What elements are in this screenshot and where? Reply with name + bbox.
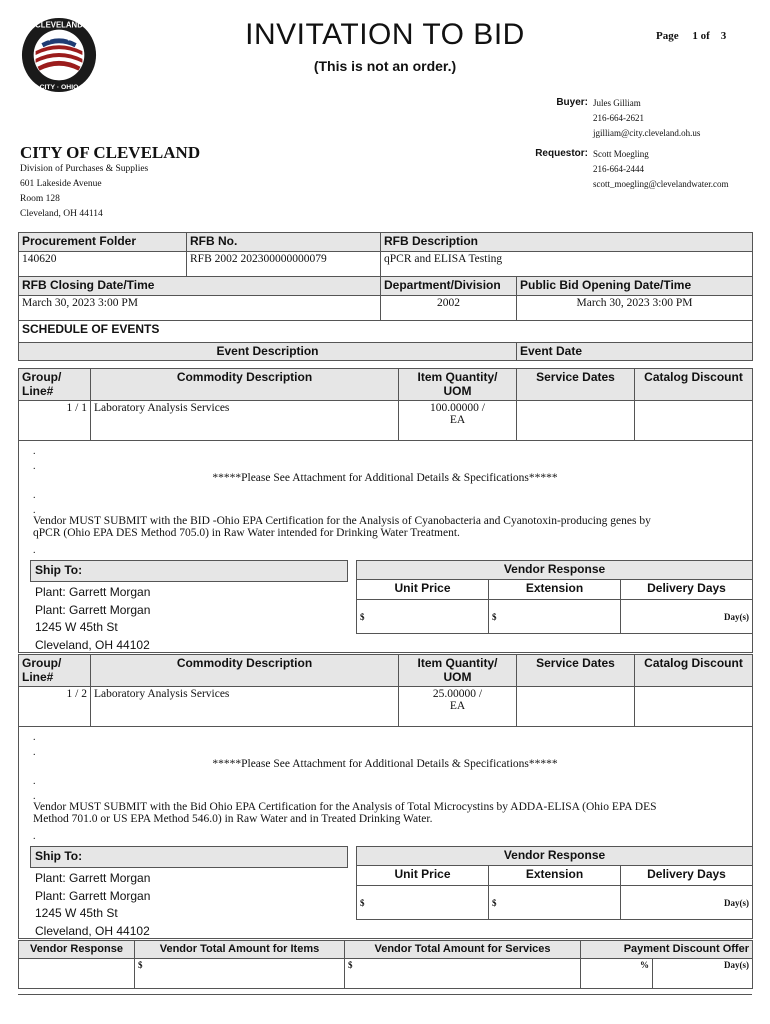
svg-text:CITY · OHIO: CITY · OHIO	[39, 84, 79, 92]
svg-text:CLEVELAND: CLEVELAND	[35, 20, 83, 30]
line-item-table-1	[18, 368, 753, 441]
requestor-email[interactable]: scott_moegling@clevelandwater.com	[593, 179, 729, 189]
requirement-line-1: Vendor MUST SUBMIT with the Bid Ohio EPA Certification for the Analysis of Total Microcystins by ADDA-ELISA (Ohio EPA DES	[33, 801, 657, 813]
ship-to-line: Plant: Garrett Morgan	[35, 602, 151, 617]
attachment-note: *****Please See Attachment for Additional Details & Specifications*****	[212, 472, 558, 484]
rfb-description-value: qPCR and ELISA Testing	[381, 252, 753, 277]
discount-days-input[interactable]: Day(s)	[653, 959, 753, 989]
commodity-header: Commodity Description	[91, 369, 399, 401]
line-number: 1 / 2	[19, 687, 91, 727]
catalog-discount-header: Catalog Discount	[635, 369, 753, 401]
item-quantity	[399, 687, 517, 727]
total-items-input[interactable]: $	[135, 959, 345, 989]
requirement-text	[33, 515, 748, 539]
ship-to-line: Plant: Garrett Morgan	[35, 888, 151, 903]
page-total: 3	[720, 30, 727, 42]
vendor-response-title: Vendor Response	[357, 847, 753, 866]
page-of: of	[700, 30, 710, 42]
requirement-line-1: Vendor MUST SUBMIT with the BID -Ohio EPA Certification for the Analysis of Cyanobacteria and Cyanotoxin-producing genes by	[33, 515, 651, 527]
line-number: 1 / 1	[19, 401, 91, 441]
buyer-phone: 216-664-2621	[593, 113, 644, 123]
issuer-city: Cleveland, OH 44114	[20, 209, 103, 219]
buyer-email[interactable]: jgilliam@city.cleveland.oh.us	[593, 128, 701, 138]
spacer-dot: .	[33, 505, 36, 516]
ship-to-address	[35, 870, 150, 940]
extension-header: Extension	[489, 866, 621, 886]
opening-date-value: March 30, 2023 3:00 PM	[517, 296, 753, 321]
page-current: 1	[692, 30, 698, 42]
issuer-street: 601 Lakeside Avenue	[20, 179, 102, 189]
delivery-days-input[interactable]: Day(s)	[621, 600, 753, 634]
ship-to-address	[35, 584, 150, 654]
ship-to-label: Ship To:	[35, 563, 83, 577]
closing-date-header: RFB Closing Date/Time	[19, 277, 381, 296]
service-dates-header: Service Dates	[517, 369, 635, 401]
extension-input[interactable]: $	[489, 886, 621, 920]
vendor-totals-table	[18, 940, 753, 989]
requestor-label: Requestor:	[535, 148, 588, 159]
opening-date-header: Public Bid Opening Date/Time	[517, 277, 753, 296]
service-dates-cell	[517, 401, 635, 441]
rfb-description-header: RFB Description	[381, 233, 753, 252]
service-dates-header: Service Dates	[517, 655, 635, 687]
rfb-no-header: RFB No.	[187, 233, 381, 252]
unit-price-input[interactable]: $	[357, 600, 489, 634]
spacer-dot: .	[33, 545, 36, 556]
vendor-response-title: Vendor Response	[357, 561, 753, 580]
item-quantity-value: 25.00000 /	[432, 688, 483, 700]
item-uom: EA	[449, 700, 466, 712]
issuer-address	[20, 162, 148, 222]
unit-price-header: Unit Price	[357, 580, 489, 600]
requestor-name: Scott Moegling	[593, 149, 649, 159]
issuer-name: CITY OF CLEVELAND	[20, 143, 201, 162]
page-label: Page	[656, 30, 679, 42]
discount-percent-input[interactable]: %	[581, 959, 653, 989]
quantity-header: Item Quantity/ UOM	[399, 369, 517, 401]
ship-to-line: Cleveland, OH 44102	[35, 637, 150, 652]
requirement-text	[33, 801, 748, 825]
delivery-days-input[interactable]: Day(s)	[621, 886, 753, 920]
quantity-header: Item Quantity/ UOM	[399, 655, 517, 687]
catalog-discount-header: Catalog Discount	[635, 655, 753, 687]
schedule-of-events-title: SCHEDULE OF EVENTS	[19, 321, 753, 343]
commodity-description: Laboratory Analysis Services	[91, 687, 399, 727]
spacer-dot: .	[33, 732, 36, 743]
procurement-folder-header: Procurement Folder	[19, 233, 187, 252]
unit-price-input[interactable]: $	[357, 886, 489, 920]
spacer-dot: .	[33, 490, 36, 501]
rfb-no-value: RFB 2002 202300000000079	[187, 252, 381, 277]
spacer-dot: .	[33, 831, 36, 842]
spacer-dot: .	[33, 446, 36, 457]
spacer-dot: .	[33, 776, 36, 787]
payment-discount-header: Payment Discount Offer	[581, 941, 753, 959]
delivery-days-header: Delivery Days	[621, 580, 753, 600]
ship-to-line: 1245 W 45th St	[35, 906, 118, 920]
department-value: 2002	[381, 296, 517, 321]
item-quantity-value: 100.00000 /	[430, 402, 485, 414]
rfb-info-table	[18, 232, 753, 361]
requestor-phone: 216-664-2444	[593, 164, 644, 174]
buyer-contact	[593, 96, 700, 141]
attachment-note: *****Please See Attachment for Additional Details & Specifications*****	[212, 758, 558, 770]
ship-to-header-box	[30, 846, 348, 868]
requirement-line-2: Method 701.0 or US EPA Method 546.0) in Raw Water and in Treated Drinking Water.	[33, 813, 433, 825]
item-uom: EA	[449, 414, 466, 426]
buyer-name: Jules Gilliam	[593, 98, 641, 108]
ship-to-line: Plant: Garrett Morgan	[35, 585, 151, 599]
ship-to-line: Plant: Garrett Morgan	[35, 871, 151, 885]
requirement-line-2: qPCR (Ohio EPA DES Method 705.0) in Raw Water intended for Drinking Water Treatment.	[33, 527, 460, 539]
issuer-room: Room 128	[20, 194, 60, 204]
extension-input[interactable]: $	[489, 600, 621, 634]
ship-to-line: Cleveland, OH 44102	[35, 923, 150, 938]
extension-header: Extension	[489, 580, 621, 600]
event-description-header: Event Description	[19, 343, 517, 361]
spacer-dot: .	[33, 747, 36, 758]
total-services-header: Vendor Total Amount for Services	[345, 941, 581, 959]
delivery-days-header: Delivery Days	[621, 866, 753, 886]
ship-to-header-box	[30, 560, 348, 582]
group-line-header: Group/ Line#	[19, 655, 91, 687]
item-quantity	[399, 401, 517, 441]
total-items-header: Vendor Total Amount for Items	[135, 941, 345, 959]
commodity-header: Commodity Description	[91, 655, 399, 687]
group-line-header: Group/ Line#	[19, 369, 91, 401]
line-item-table-2	[18, 654, 753, 727]
total-services-input[interactable]: $	[345, 959, 581, 989]
catalog-discount-cell	[635, 687, 753, 727]
procurement-folder-value: 140620	[19, 252, 187, 277]
footer-rule	[18, 994, 752, 995]
page-indicator	[656, 30, 726, 42]
unit-price-header: Unit Price	[357, 866, 489, 886]
footer-vendor-response-header: Vendor Response	[19, 941, 135, 959]
vendor-response-table-1	[356, 560, 753, 634]
vendor-response-cell[interactable]	[19, 959, 135, 989]
event-date-header: Event Date	[517, 343, 753, 361]
ship-to-label: Ship To:	[35, 849, 83, 863]
catalog-discount-cell	[635, 401, 753, 441]
document-title: INVITATION TO BID	[245, 18, 525, 51]
document-subtitle: (This is not an order.)	[313, 58, 457, 74]
spacer-dot: .	[33, 461, 36, 472]
vendor-response-table-2	[356, 846, 753, 920]
ship-to-line: 1245 W 45th St	[35, 620, 118, 634]
service-dates-cell	[517, 687, 635, 727]
commodity-description: Laboratory Analysis Services	[91, 401, 399, 441]
department-header: Department/Division	[381, 277, 517, 296]
closing-date-value: March 30, 2023 3:00 PM	[19, 296, 381, 321]
issuer-division: Division of Purchases & Supplies	[20, 164, 149, 174]
spacer-dot: .	[33, 791, 36, 802]
buyer-label: Buyer:	[556, 97, 588, 108]
requestor-contact	[593, 147, 729, 192]
